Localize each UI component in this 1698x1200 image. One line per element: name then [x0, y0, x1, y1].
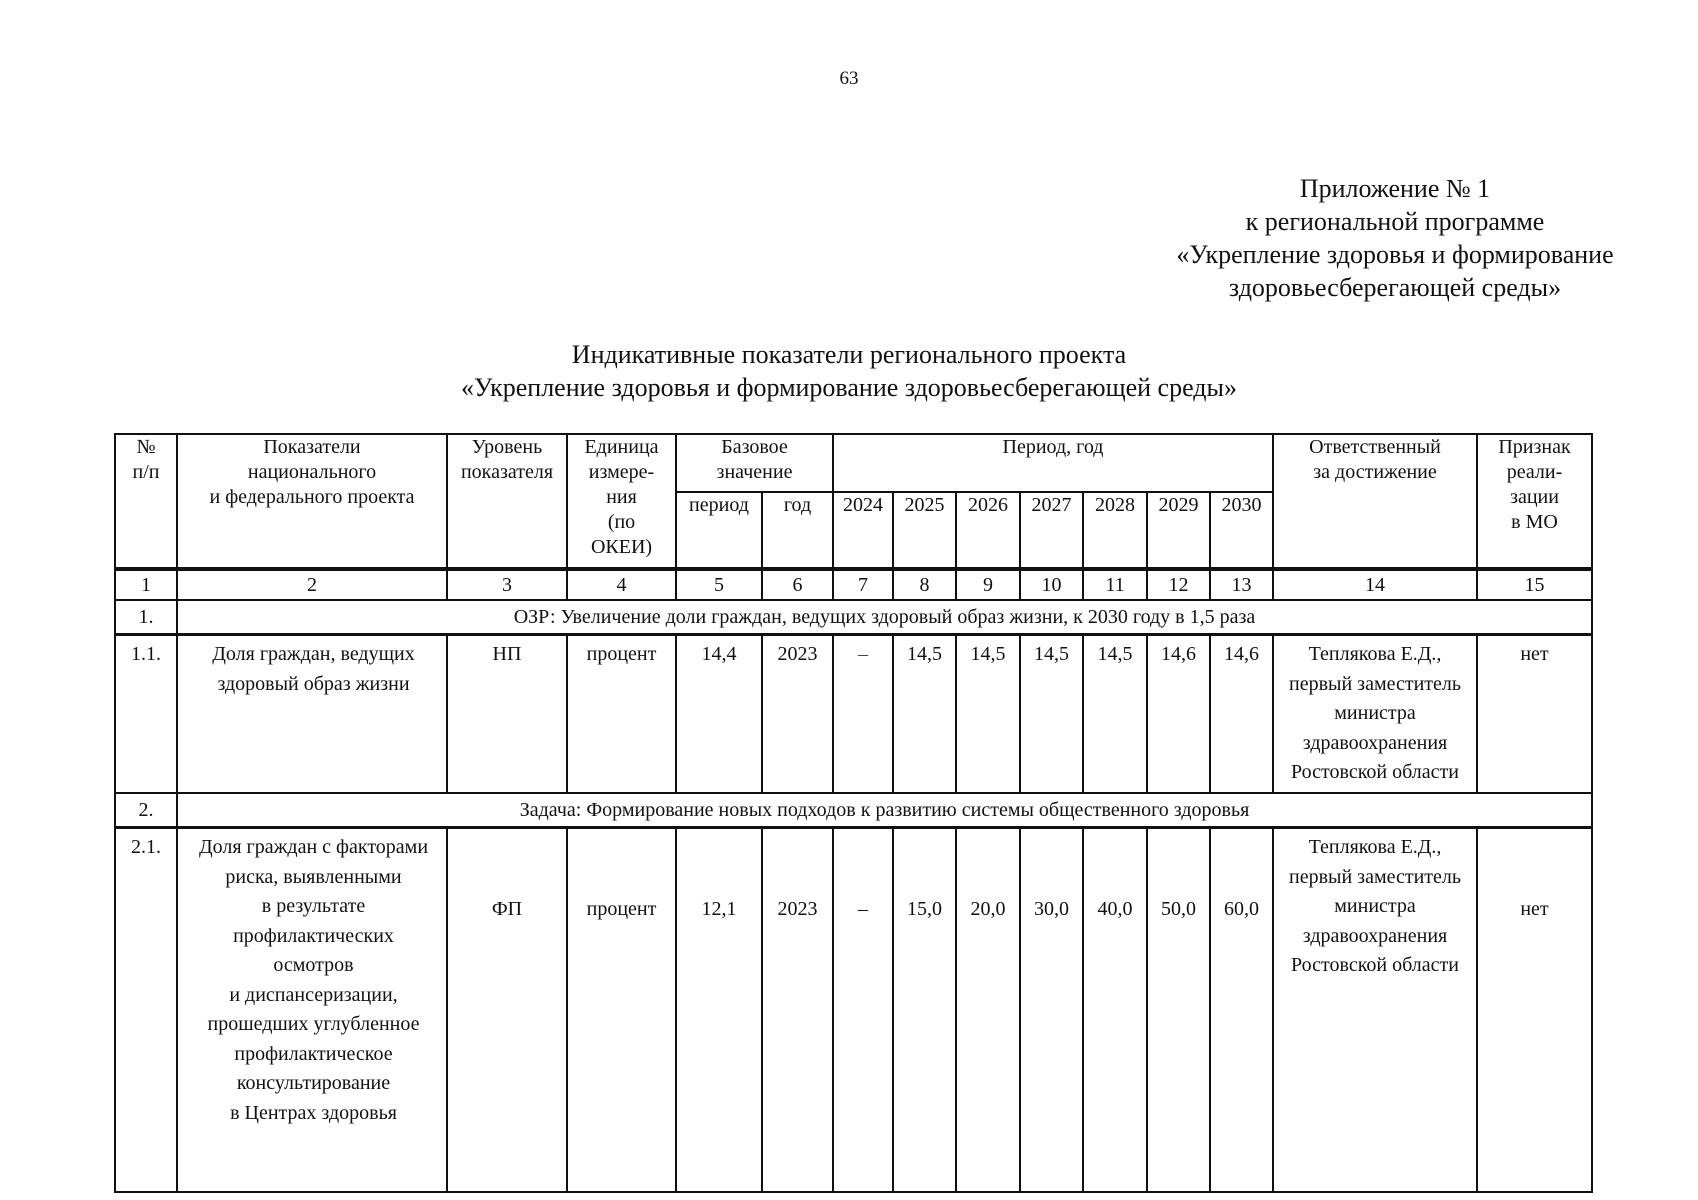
- indicators-table: [114, 433, 1593, 1193]
- header-indicator: Показатели национального и федерального проекта: [177, 434, 447, 569]
- header-year: 2030: [1210, 492, 1273, 569]
- section-number: 2.: [115, 793, 177, 828]
- column-number: 14: [1273, 569, 1477, 600]
- table-row: [115, 635, 1592, 794]
- column-number: 6: [762, 569, 833, 600]
- header-level: Уровень показателя: [447, 434, 567, 569]
- column-number: 7: [833, 569, 893, 600]
- base-period-value: 14,4: [676, 635, 762, 794]
- column-number-row: [115, 569, 1592, 600]
- header-base-value: Базовое значение: [676, 434, 833, 492]
- header-year: 2024: [833, 492, 893, 569]
- header-year: 2028: [1083, 492, 1147, 569]
- document-title: [0, 338, 1698, 404]
- year-value: 30,0: [1020, 828, 1083, 1193]
- column-number: 10: [1020, 569, 1083, 600]
- column-number: 15: [1477, 569, 1592, 600]
- sign-mo: нет: [1477, 635, 1592, 794]
- year-value: 60,0: [1210, 828, 1273, 1193]
- year-value: 14,6: [1210, 635, 1273, 794]
- column-number: 12: [1147, 569, 1210, 600]
- indicator-name: Доля граждан, ведущих здоровый образ жизни: [177, 635, 447, 794]
- header-period: Период, год: [833, 434, 1273, 492]
- year-value: 14,5: [1083, 635, 1147, 794]
- indicator-level: ФП: [447, 828, 567, 1193]
- year-value: 50,0: [1147, 828, 1210, 1193]
- unit-of-measure: процент: [567, 635, 676, 794]
- section-row: [115, 793, 1592, 828]
- table-row: [115, 828, 1592, 1193]
- column-number: 11: [1083, 569, 1147, 600]
- header-year: 2025: [893, 492, 956, 569]
- header-year: 2027: [1020, 492, 1083, 569]
- year-value: 14,6: [1147, 635, 1210, 794]
- row-number: 2.1.: [115, 828, 177, 1193]
- appendix-note: [1080, 172, 1698, 304]
- column-number: 13: [1210, 569, 1273, 600]
- column-number: 1: [115, 569, 177, 600]
- year-value: 15,0: [893, 828, 956, 1193]
- header-base-period: период: [676, 492, 762, 569]
- header-responsible: Ответственный за достижение: [1273, 434, 1477, 569]
- column-number: 4: [567, 569, 676, 600]
- year-value: 14,5: [956, 635, 1020, 794]
- indicator-level: НП: [447, 635, 567, 794]
- base-period-value: 12,1: [676, 828, 762, 1193]
- section-title: Задача: Формирование новых подходов к развитию системы общественного здоровья: [177, 793, 1592, 828]
- base-year: 2023: [762, 635, 833, 794]
- year-value: –: [833, 828, 893, 1193]
- appendix-line: к региональной программе: [1245, 207, 1545, 236]
- title-line: «Укрепление здоровья и формирование здоровьесберегающей среды»: [460, 373, 1237, 402]
- column-number: 3: [447, 569, 567, 600]
- title-line: Индикативные показатели регионального проекта: [571, 340, 1127, 369]
- responsible-person: Теплякова Е.Д., первый заместитель министра здравоохранения Ростовской области: [1273, 828, 1477, 1193]
- sign-mo: нет: [1477, 828, 1592, 1193]
- header-sign-mo: Признак реали- зации в МО: [1477, 434, 1592, 569]
- base-year: 2023: [762, 828, 833, 1193]
- column-number: 5: [676, 569, 762, 600]
- header-base-year: год: [762, 492, 833, 569]
- section-row: [115, 600, 1592, 635]
- header-row: [115, 434, 1592, 492]
- year-value: –: [833, 635, 893, 794]
- header-unit: Единица измере- ния (по ОКЕИ): [567, 434, 676, 569]
- column-number: 2: [177, 569, 447, 600]
- section-title: ОЗР: Увеличение доли граждан, ведущих здоровый образ жизни, к 2030 году в 1,5 раза: [177, 600, 1592, 635]
- header-num: № п/п: [115, 434, 177, 569]
- header-year: 2029: [1147, 492, 1210, 569]
- row-number: 1.1.: [115, 635, 177, 794]
- column-number: 9: [956, 569, 1020, 600]
- year-value: 14,5: [893, 635, 956, 794]
- section-number: 1.: [115, 600, 177, 635]
- appendix-line: здоровьесберегающей среды»: [1228, 273, 1562, 302]
- year-value: 20,0: [956, 828, 1020, 1193]
- appendix-line: Приложение № 1: [1299, 174, 1491, 203]
- header-year: 2026: [956, 492, 1020, 569]
- column-number: 8: [893, 569, 956, 600]
- indicator-name: Доля граждан с факторами риска, выявленными в результате профилактических осмотров и диспансеризации, прошедших углубленное профилактическое консультирование в Центрах здоровья: [177, 828, 447, 1193]
- year-value: 40,0: [1083, 828, 1147, 1193]
- year-value: 14,5: [1020, 635, 1083, 794]
- responsible-person: Теплякова Е.Д., первый заместитель министра здравоохранения Ростовской области: [1273, 635, 1477, 794]
- page-number: 63: [839, 68, 859, 89]
- unit-of-measure: процент: [567, 828, 676, 1193]
- appendix-line: «Укрепление здоровья и формирование: [1176, 240, 1614, 269]
